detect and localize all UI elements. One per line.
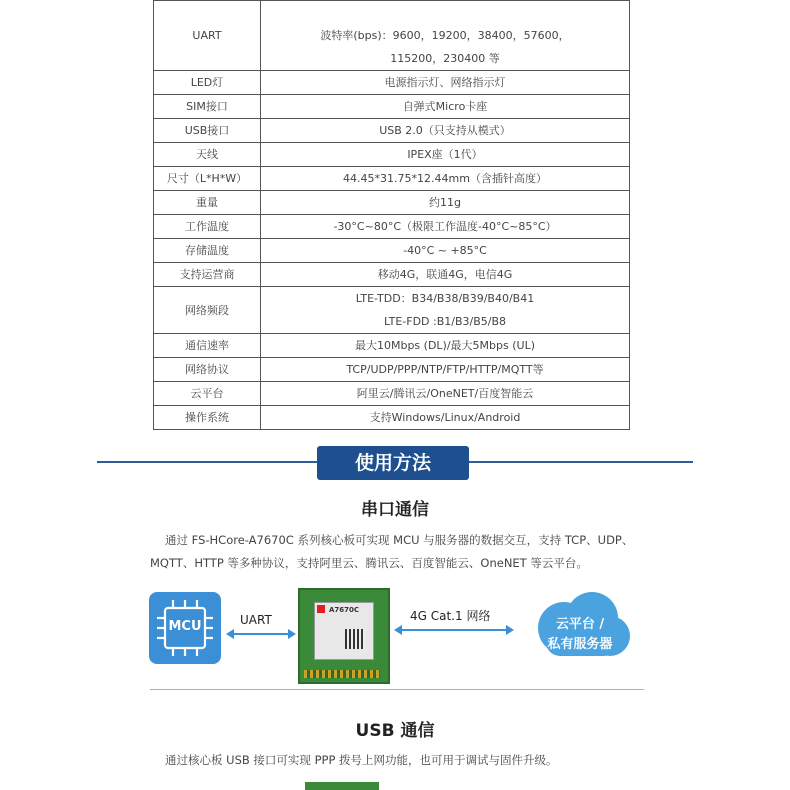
spec-key: SIM接口 [154, 95, 261, 119]
section-title-usage: 使用方法 [317, 446, 469, 480]
spec-row [154, 239, 630, 263]
spec-key: 尺寸（L*H*W） [154, 167, 261, 191]
cloud-label-line2: 私有服务器 [547, 637, 613, 652]
cloud-label-line1: 云平台 / [555, 617, 605, 632]
spec-key: LED灯 [154, 71, 261, 95]
spec-value-line: LTE-TDD：B34/B38/B39/B40/B41 [355, 292, 535, 305]
spec-value-line [261, 1, 629, 24]
spec-row [154, 95, 630, 119]
spec-value-line: 44.45*31.75*12.44mm（含插针高度） [343, 172, 547, 185]
spec-row [154, 167, 630, 191]
spec-value-line: -30°C~80°C（极限工作温度-40°C~85°C） [333, 220, 557, 233]
spec-value-line: -40°C ~ +85°C [403, 244, 487, 257]
uart-label: UART [240, 613, 272, 627]
spec-table [153, 0, 630, 430]
serial-desc-line1: 通过 FS-HCore-A7670C 系列核心板可实现 MCU 与服务器的数据交互，支持 TCP、UDP、 [165, 533, 634, 547]
usb-title: USB 通信 [355, 721, 435, 741]
mcu-icon [149, 592, 221, 664]
spec-value [261, 191, 630, 215]
spec-value [261, 287, 630, 334]
spec-value [261, 71, 630, 95]
usb-board-image [305, 782, 379, 790]
usb-desc: 通过核心板 USB 接口可实现 PPP 拨号上网功能，也可用于调试与固件升级。 [165, 753, 558, 767]
spec-key: 工作温度 [154, 215, 261, 239]
spec-value-line: TCP/UDP/PPP/NTP/FTP/HTTP/MQTT等 [346, 363, 544, 376]
spec-key: 网络频段 [154, 287, 261, 334]
spec-row [154, 263, 630, 287]
spec-value-line: 波特率(bps)：9600，19200，38400，57600， [320, 29, 570, 42]
spec-value [261, 334, 630, 358]
spec-value-line: USB 2.0（只支持从模式） [379, 124, 511, 137]
spec-row [154, 119, 630, 143]
spec-row [154, 358, 630, 382]
spec-key: UART [154, 1, 261, 71]
spec-key: 网络协议 [154, 358, 261, 382]
spec-key: 云平台 [154, 382, 261, 406]
spec-key: 支持运营商 [154, 263, 261, 287]
spec-value [261, 239, 630, 263]
spec-value-line: 支持Windows/Linux/Android [369, 411, 521, 424]
spec-key: 操作系统 [154, 406, 261, 430]
spec-key: 通信速率 [154, 334, 261, 358]
spec-row [154, 334, 630, 358]
network-double-arrow-icon [394, 624, 514, 636]
spec-value [261, 95, 630, 119]
spec-row [154, 215, 630, 239]
spec-value [261, 215, 630, 239]
spec-key: 重量 [154, 191, 261, 215]
spec-row [154, 143, 630, 167]
spec-key: 天线 [154, 143, 261, 167]
spec-row [154, 1, 630, 71]
spec-value-line: 115200，230400 等 [390, 52, 500, 65]
spec-value-line: 约11g [429, 196, 461, 209]
spec-value-line: LTE-FDD :B1/B3/B5/B8 [383, 315, 507, 328]
serial-title: 串口通信 [361, 500, 429, 520]
serial-desc-line2: MQTT、HTTP 等多种协议，支持阿里云、腾讯云、百度智能云、OneNET 等云平台。 [150, 556, 588, 570]
spec-row [154, 71, 630, 95]
spec-value [261, 167, 630, 191]
spec-value [261, 263, 630, 287]
spec-value [261, 382, 630, 406]
chip-label: A7670C [329, 606, 360, 614]
spec-value [261, 1, 630, 71]
module-chip [314, 602, 374, 660]
spec-key: 存储温度 [154, 239, 261, 263]
spec-row [154, 191, 630, 215]
spec-key: USB接口 [154, 119, 261, 143]
spec-value-line: 最大10Mbps (DL)/最大5Mbps (UL) [354, 339, 535, 352]
spec-value [261, 406, 630, 430]
spec-value-line: 电源指示灯、网络指示灯 [384, 76, 506, 89]
subsection-divider [150, 689, 644, 690]
spec-value-line: IPEX座（1代） [407, 148, 483, 161]
spec-value [261, 119, 630, 143]
spec-row [154, 287, 630, 334]
spec-row [154, 382, 630, 406]
spec-value [261, 358, 630, 382]
mcu-label: MCU [168, 619, 202, 634]
spec-value-line: 移动4G，联通4G，电信4G [377, 268, 513, 281]
spec-value-line: 阿里云/腾讯云/OneNET/百度智能云 [356, 387, 534, 400]
network-label: 4G Cat.1 网络 [410, 609, 491, 623]
uart-double-arrow-icon [226, 628, 296, 640]
spec-value-line: 自弹式Micro卡座 [402, 100, 488, 113]
spec-value [261, 143, 630, 167]
core-board-image [298, 588, 390, 684]
spec-row [154, 406, 630, 430]
